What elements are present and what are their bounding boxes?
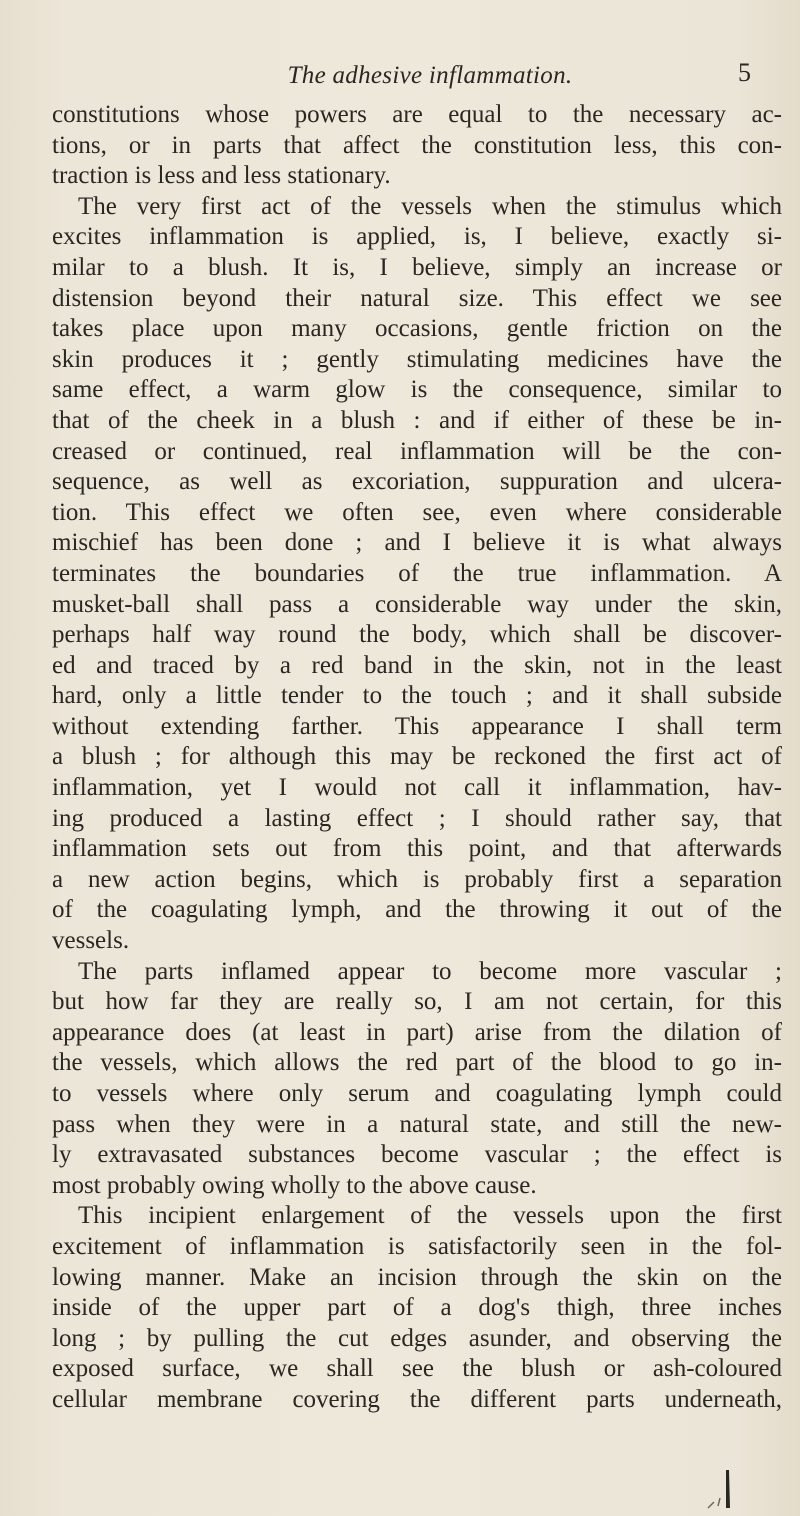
text-line: takes place upon many occasions, gentle friction on the	[52, 315, 782, 343]
text-line: inside of the upper part of a dog's thigh, three inches	[52, 1294, 782, 1322]
text-line: the vessels, which allows the red part of the blood to go in-	[52, 1049, 782, 1077]
text-line: hard, only a little tender to the touch ; and it shall subside	[52, 682, 782, 710]
text-line: but how far they are really so, I am not certain, for this	[52, 988, 782, 1016]
text-line: cellular membrane covering the different parts underneath,	[52, 1385, 782, 1413]
paragraph	[52, 957, 782, 1202]
text-line: ly extravasated substances become vascular ; the effect is	[52, 1141, 782, 1169]
running-title: The adhesive inflammation.	[287, 62, 573, 89]
paragraph	[52, 100, 782, 192]
text-line: constitutions whose powers are equal to the necessary ac-	[52, 101, 782, 128]
text-line: excitement of inflammation is satisfactorily seen in the fol-	[52, 1232, 782, 1260]
text-line: exposed surface, we shall see the blush or ash-coloured	[52, 1355, 782, 1383]
text-line: inflammation, yet I would not call it inflammation, hav-	[52, 774, 782, 802]
text-line: skin produces it ; gently stimulating medicines have the	[52, 345, 782, 373]
ink-mark	[700, 1462, 740, 1512]
text-line: ing produced a lasting effect ; I should rather say, that	[52, 804, 782, 832]
text-line: distension beyond their natural size. This effect we see	[52, 284, 782, 312]
text-line: inflammation sets out from this point, and that afterwards	[52, 835, 782, 863]
text-line: The parts inflamed appear to become more vascular ;	[78, 957, 782, 985]
text-line: lowing manner. Make an incision through the skin on the	[52, 1263, 782, 1291]
text-line: that of the cheek in a blush : and if either of these be in-	[52, 406, 782, 434]
text-line: pass when they were in a natural state, and still the new-	[52, 1110, 782, 1138]
text-line: sequence, as well as excoriation, suppuration and ulcera-	[52, 468, 782, 496]
body-text	[52, 100, 782, 1416]
text-line: terminates the boundaries of the true inflammation. A	[52, 559, 782, 587]
text-line: a blush ; for although this may be reckoned the first act of	[52, 743, 782, 771]
text-line: without extending farther. This appearance I shall term	[52, 712, 782, 740]
ink-stroke	[726, 1470, 730, 1508]
ink-speck	[708, 1498, 720, 1508]
text-line: a new action begins, which is probably first a separation	[52, 865, 782, 893]
text-line: milar to a blush. It is, I believe, simply an increase or	[52, 253, 782, 281]
text-line: musket-ball shall pass a considerable way under the skin,	[52, 590, 782, 618]
text-line: to vessels where only serum and coagulating lymph could	[52, 1080, 782, 1107]
text-line: The very first act of the vessels when the stimulus which	[78, 192, 782, 220]
text-line: long ; by pulling the cut edges asunder, and observing the	[52, 1324, 782, 1352]
text-line: of the coagulating lymph, and the throwing it out of the	[52, 896, 782, 924]
text-line: tion. This effect we often see, even where considerable	[52, 498, 782, 526]
paragraph	[52, 1201, 782, 1415]
text-line: same effect, a warm glow is the consequence, similar to	[52, 376, 782, 404]
text-line: creased or continued, real inflammation will be the con-	[52, 437, 782, 465]
paragraph	[52, 192, 782, 957]
text-line: perhaps half way round the body, which shall be discover-	[52, 621, 782, 649]
text-line: This incipient enlargement of the vessels upon the first	[78, 1202, 782, 1230]
text-line: most probably owing wholly to the above cause.	[52, 1171, 537, 1199]
page-number: 5	[738, 58, 751, 87]
text-line: tions, or in parts that affect the constitution less, this con-	[52, 131, 782, 159]
text-line: ed and traced by a red band in the skin, not in the least	[52, 651, 782, 679]
text-line: appearance does (at least in part) arise from the dilation of	[52, 1018, 782, 1046]
text-line: traction is less and less stationary.	[52, 162, 391, 190]
text-line: excites inflammation is applied, is, I believe, exactly si-	[52, 223, 782, 251]
text-line: mischief has been done ; and I believe it is what always	[52, 529, 782, 557]
text-line: vessels.	[52, 927, 130, 955]
